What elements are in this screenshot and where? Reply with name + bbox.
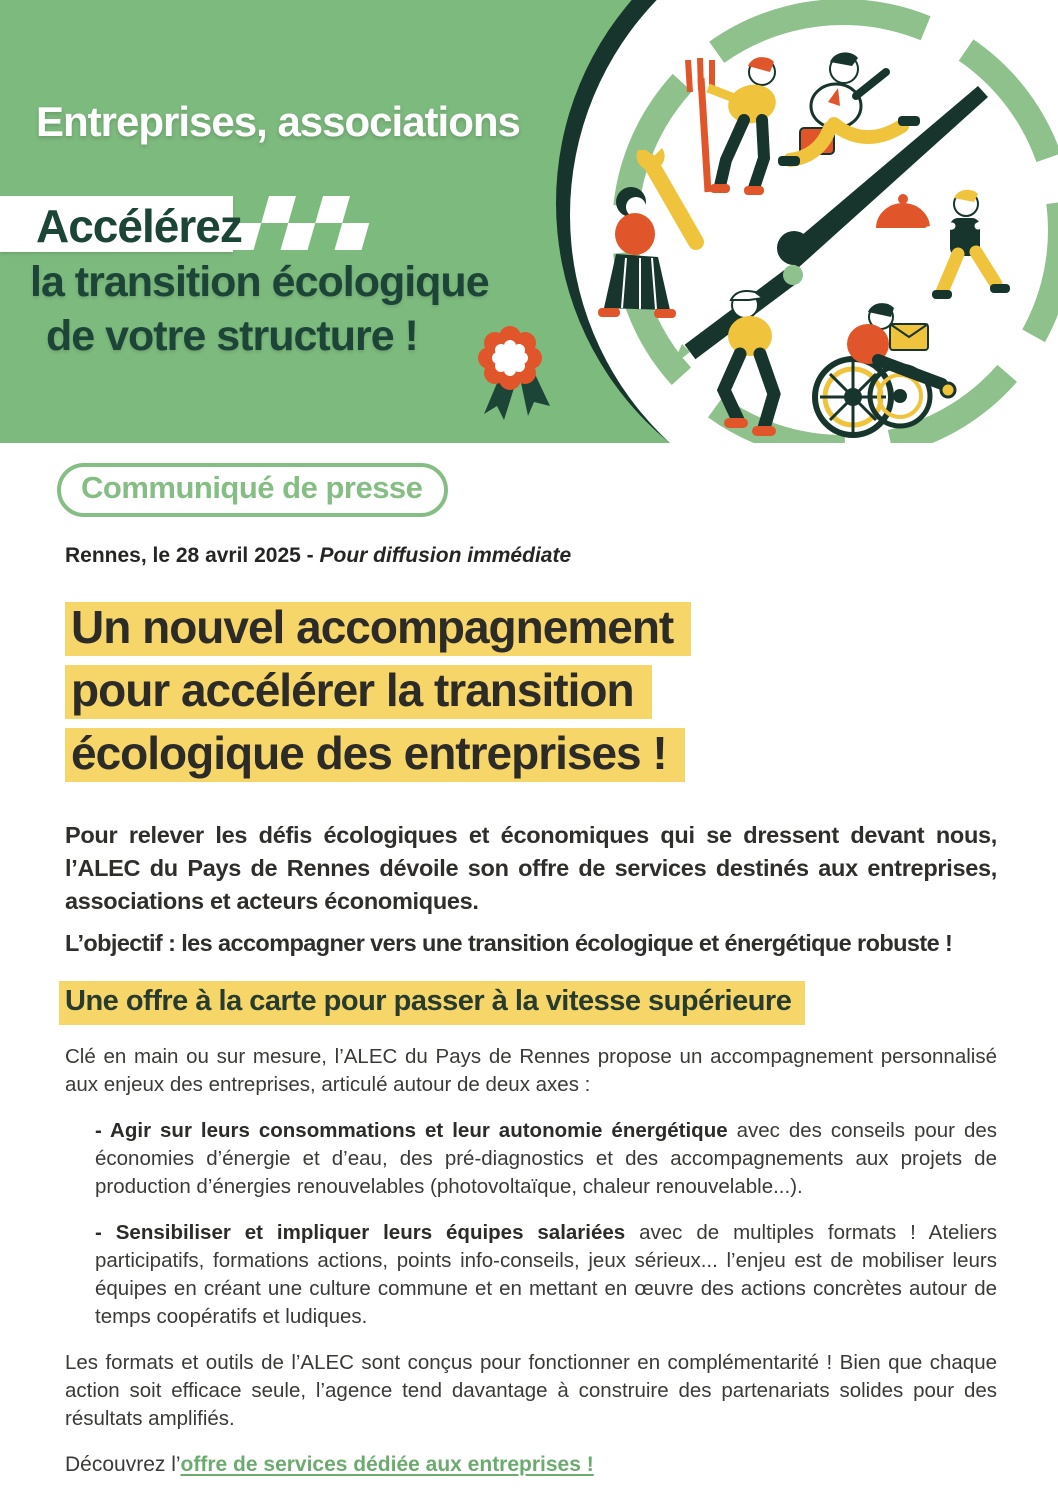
bullet-energy-lead: - Agir sur leurs consommations et leur autonomie énergétique — [95, 1119, 728, 1142]
intro-lead-paragraph: Pour relever les défis écologiques et économiques qui se dressent devant nous, l’ALEC du Pays de Rennes dévoile son offre de services destinés aux entreprises, associations et acteurs économiques. — [65, 822, 997, 914]
checkered-flag-icon — [233, 196, 373, 256]
section-intro-paragraph: Clé en main ou sur mesure, l’ALEC du Pays de Rennes propose un accompagnement personnalisé aux enjeux des entreprises, articulé autour de deux axes : — [65, 1045, 997, 1096]
hero-title-line3: de votre structure ! — [46, 312, 418, 360]
press-badge — [57, 463, 448, 517]
bullet-teams — [95, 1219, 997, 1331]
dateline-diffusion: Pour diffusion immédiate — [319, 544, 572, 567]
press-release-body — [0, 443, 1058, 1477]
speedometer-people-illustration — [538, 0, 1058, 443]
bullet-teams-rest: avec de multiples formats ! Ateliers participatifs, formations actions, points info-conseils, jeux sérieux... l’enjeu est de mobiliser leurs équipes en créant une culture commune et en mettant en œuvre des actions concrètes autour de temps coopératifs et ludiques. — [95, 1221, 997, 1328]
headline-line-3: écologique des entreprises ! — [65, 728, 685, 782]
hero-banner — [0, 0, 1058, 443]
discover-prefix: Découvrez l’ — [65, 1453, 181, 1476]
services-offer-link[interactable]: offre de services dédiée aux entreprises ! — [180, 1453, 594, 1476]
section-heading — [59, 981, 997, 1025]
award-rosette-icon — [470, 318, 554, 430]
objective-line: L’objectif : les accompagner vers une transition écologique et énergétique robuste ! — [65, 930, 953, 956]
dateline-place-date: Rennes, le 28 avril 2025 - — [65, 544, 320, 567]
main-headline — [65, 602, 997, 791]
headline-line-1: Un nouvel accompagnement — [65, 602, 691, 656]
hero-title-accent: Accélérez — [36, 200, 242, 252]
outro-paragraph: Les formats et outils de l’ALEC sont conçus pour fonctionner en complémentarité ! Bien que chaque action soit efficace seule, l’agence tend davantage à construire des partenariats solides pour des résultats amplifiés. — [65, 1351, 997, 1430]
section-heading-label: Une offre à la carte pour passer à la vitesse supérieure — [59, 981, 805, 1025]
discover-line — [65, 1453, 997, 1477]
hero-title-line2: la transition écologique — [30, 258, 489, 306]
press-badge-label: Communiqué de presse — [81, 470, 423, 505]
dateline — [65, 544, 997, 568]
bullet-teams-lead: - Sensibiliser et impliquer leurs équipes salariées — [95, 1221, 626, 1244]
bullet-energy-rest: avec des conseils pour des économies d’énergie et d’eau, des pré-diagnostics et des accompagnements aux projets de production d’énergies renouvelables (photovoltaïque, chaleur renouvelable...). — [95, 1119, 997, 1198]
headline-line-2: pour accélérer la transition — [65, 665, 652, 719]
bullet-energy — [95, 1117, 997, 1201]
hero-eyebrow: Entreprises, associations — [36, 98, 520, 145]
